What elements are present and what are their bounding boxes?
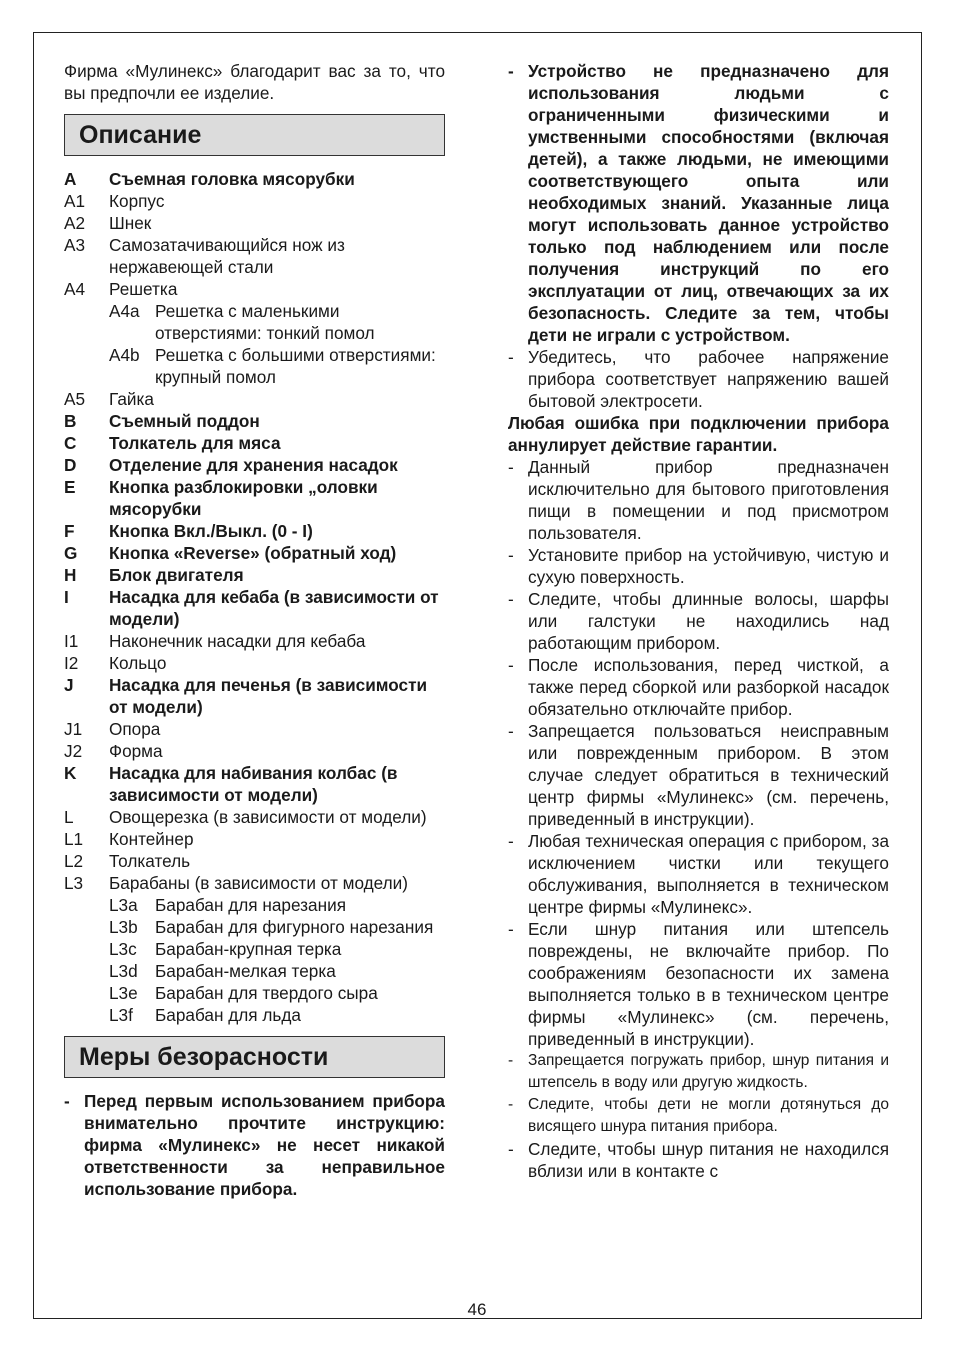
item-code: G (64, 543, 78, 563)
description-item (64, 718, 445, 740)
description-item (109, 894, 445, 916)
safety-bullet (508, 1138, 889, 1182)
item-code: L3d (109, 961, 138, 981)
description-item (64, 168, 445, 190)
item-text: Наконечник насадки для кебаба (109, 631, 366, 651)
item-code: A1 (64, 191, 86, 211)
description-item (64, 234, 445, 278)
bullet-dash: - (508, 545, 514, 565)
item-text: Корпус (109, 191, 165, 211)
left-column (64, 60, 445, 1200)
item-text: Съемная головка мясорубки (109, 169, 355, 189)
safety-heading: Меры безорасности (64, 1036, 445, 1078)
safety-bullet (508, 654, 889, 720)
bullet-dash: - (508, 1139, 514, 1159)
bullet-dash: - (508, 347, 514, 367)
bullet-text: Любая техническая операция с прибором, за исключением чистки или текущего обслуживания, выполняется в техническом центре фирмы «Мулинекс». (528, 831, 889, 917)
item-text: Барабан для нарезания (155, 895, 347, 915)
bullet-text: Убедитесь, что рабочее напряжение прибора соответствует напряжению вашей бытовой электросети. (528, 347, 889, 411)
item-text: Барабан-крупная терка (155, 939, 342, 959)
item-code: L (64, 807, 74, 827)
item-code: J2 (64, 741, 83, 761)
item-text: Гайка (109, 389, 154, 409)
bullet-text: Перед первым использованием прибора внимательно прочтите инструкцию: фирма «Мулинекс» не несет никакой ответственности за неправильное использование прибора. (84, 1091, 445, 1199)
safety-list-top (508, 60, 889, 412)
description-item (64, 388, 445, 410)
item-code: L3c (109, 939, 137, 959)
item-text: Барабан для твердого сыра (155, 983, 378, 1003)
item-text: Решетка с маленькими отверстиями: тонкий помол (155, 301, 375, 343)
item-code: J (64, 675, 74, 695)
description-heading: Описание (64, 114, 445, 156)
safety-bullet (508, 544, 889, 588)
description-item (64, 674, 445, 718)
item-text: Блок двигателя (109, 565, 244, 585)
description-item (109, 1004, 445, 1026)
item-code: A3 (64, 235, 86, 255)
description-item (64, 542, 445, 564)
item-text: Овощерезка (в зависимости от модели) (109, 807, 427, 827)
item-text: Форма (109, 741, 163, 761)
item-code: A4a (109, 301, 140, 321)
item-code: L3b (109, 917, 138, 937)
description-item (64, 190, 445, 212)
description-item (64, 872, 445, 894)
item-code: D (64, 455, 77, 475)
bullet-text: Устройство не предназначено для использования людьми с ограниченными физическими и умственными способностями (включая детей), а также людьми, не имеющими соответствующего опыта или необходимых знаний. Указанные лица могут использовать данное устройство только под наблюдением или после получения инструкций по его эксплуатации от лиц, отвечающих за их безопасность. Следите за тем, чтобы дети не играли с устройством. (528, 61, 889, 345)
item-code: I1 (64, 631, 79, 651)
safety-bullet (508, 830, 889, 918)
item-code: I (64, 587, 69, 607)
description-item (64, 278, 445, 300)
item-code: E (64, 477, 76, 497)
bullet-text: Если шнур питания или штепсель повреждены, не включайте прибор. По соображениям безопасности их замена выполняется только в в техническом центре фирмы «Мулинекс» (см. перечень, приведенный в инструкции). (528, 919, 889, 1049)
description-item (64, 476, 445, 520)
item-text: Контейнер (109, 829, 194, 849)
intro-text: Фирма «Мулинекс» благодарит вас за то, что вы предпочли ее изделие. (64, 61, 445, 103)
item-text: Самозатачивающийся нож из нержавеющей стали (109, 235, 345, 277)
safety-bullet (508, 720, 889, 830)
description-item (109, 982, 445, 1004)
bullet-text: Следите, чтобы длинные волосы, шарфы или галстуки не находились над работающим прибором. (528, 589, 889, 653)
description-item (64, 828, 445, 850)
safety-bullet (508, 346, 889, 412)
bullet-text: После использования, перед чисткой, а также перед сборкой или разборкой насадок обязательно отключайте прибор. (528, 655, 889, 719)
item-code: A4 (64, 279, 86, 299)
safety-bullet (508, 1094, 889, 1138)
description-item (64, 652, 445, 674)
description-item (64, 762, 445, 806)
item-text: Барабан для фигурного нарезания (155, 917, 434, 937)
safety-bullet (508, 918, 889, 1050)
bullet-dash: - (508, 589, 514, 609)
item-code: L1 (64, 829, 84, 849)
description-item (64, 454, 445, 476)
description-item (109, 960, 445, 982)
safety-bullet (508, 60, 889, 346)
bullet-dash: - (508, 1096, 514, 1113)
item-text: Опора (109, 719, 161, 739)
item-code: K (64, 763, 77, 783)
item-code: A4b (109, 345, 140, 365)
bullet-dash: - (508, 919, 514, 939)
item-text: Кнопка «Reverse» (обратный ход) (109, 543, 397, 563)
description-list (64, 168, 445, 1026)
description-item (64, 564, 445, 586)
bullet-dash: - (508, 61, 514, 81)
item-code: L3e (109, 983, 138, 1003)
item-text: Насадка для печенья (в зависимости от модели) (109, 675, 428, 717)
item-text: Решетка с большими отверстиями: крупный помол (155, 345, 436, 387)
bullet-text: Установите прибор на устойчивую, чистую и сухую поверхность. (528, 545, 889, 587)
item-text: Барабан-мелкая терка (155, 961, 336, 981)
bullet-dash: - (64, 1091, 70, 1111)
item-code: I2 (64, 653, 79, 673)
item-text: Насадка для набивания колбас (в зависимости от модели) (109, 763, 398, 805)
description-item (64, 432, 445, 454)
item-code: L3a (109, 895, 138, 915)
item-code: B (64, 411, 77, 431)
safety-bullet (508, 588, 889, 654)
item-text: Съемный поддон (109, 411, 260, 431)
bullet-dash: - (508, 721, 514, 741)
item-code: A2 (64, 213, 86, 233)
item-code: C (64, 433, 77, 453)
item-code: L3 (64, 873, 84, 893)
item-code: A (64, 169, 77, 189)
bullet-text: Следите, чтобы дети не могли дотянуться до висящего шнура питания прибора. (528, 1096, 889, 1135)
description-item (64, 850, 445, 872)
description-item (109, 938, 445, 960)
bullet-dash: - (508, 655, 514, 675)
description-item (64, 806, 445, 828)
description-item (64, 630, 445, 652)
bullet-dash: - (508, 457, 514, 477)
warranty-note: Любая ошибка при подключении прибора аннулирует действие гарантии. (508, 413, 889, 455)
bullet-text: Запрещается погружать прибор, шнур питания и штепсель в воду или другую жидкость. (528, 1052, 889, 1091)
item-text: Отделение для хранения насадок (109, 455, 398, 475)
description-item (64, 520, 445, 542)
item-text: Толкатель для мяса (109, 433, 281, 453)
description-item (64, 586, 445, 630)
bullet-text: Запрещается пользоваться неисправным или поврежденным прибором. В этом случае следует обратиться в технический центр фирмы «Мулинекс» (см. перечень, приведенный в инструкции). (528, 721, 889, 829)
item-code: A5 (64, 389, 86, 409)
safety-list-bottom (508, 456, 889, 1182)
item-text: Барабаны (в зависимости от модели) (109, 873, 408, 893)
bullet-dash: - (508, 1052, 514, 1069)
item-text: Решетка (109, 279, 178, 299)
item-text: Насадка для кебаба (в зависимости от модели) (109, 587, 439, 629)
item-text: Кнопка разблокировки „оловки мясорубки (109, 477, 378, 519)
description-item (109, 344, 445, 388)
bullet-text: Данный прибор предназначен исключительно для бытового приготовления пищи в помещении и под присмотром пользователя. (528, 457, 889, 543)
item-code: L2 (64, 851, 84, 871)
item-text: Кольцо (109, 653, 167, 673)
safety-first-bullet (64, 1090, 445, 1200)
safety-bullet (508, 1050, 889, 1094)
item-text: Кнопка Вкл./Выкл. (0 - I) (109, 521, 313, 541)
bullet-dash: - (508, 831, 514, 851)
right-column (508, 60, 889, 1182)
item-code: H (64, 565, 77, 585)
page-number: 46 (467, 1300, 487, 1319)
bullet-text: Следите, чтобы шнур питания не находился вблизи или в контакте с (528, 1139, 889, 1181)
safety-bullet (508, 456, 889, 544)
description-item (64, 410, 445, 432)
item-code: F (64, 521, 75, 541)
item-text: Толкатель (109, 851, 191, 871)
description-item (64, 212, 445, 234)
item-code: L3f (109, 1005, 133, 1025)
item-code: J1 (64, 719, 83, 739)
description-item (64, 740, 445, 762)
item-text: Барабан для льда (155, 1005, 301, 1025)
description-item (109, 916, 445, 938)
description-item (109, 300, 445, 344)
item-text: Шнек (109, 213, 152, 233)
